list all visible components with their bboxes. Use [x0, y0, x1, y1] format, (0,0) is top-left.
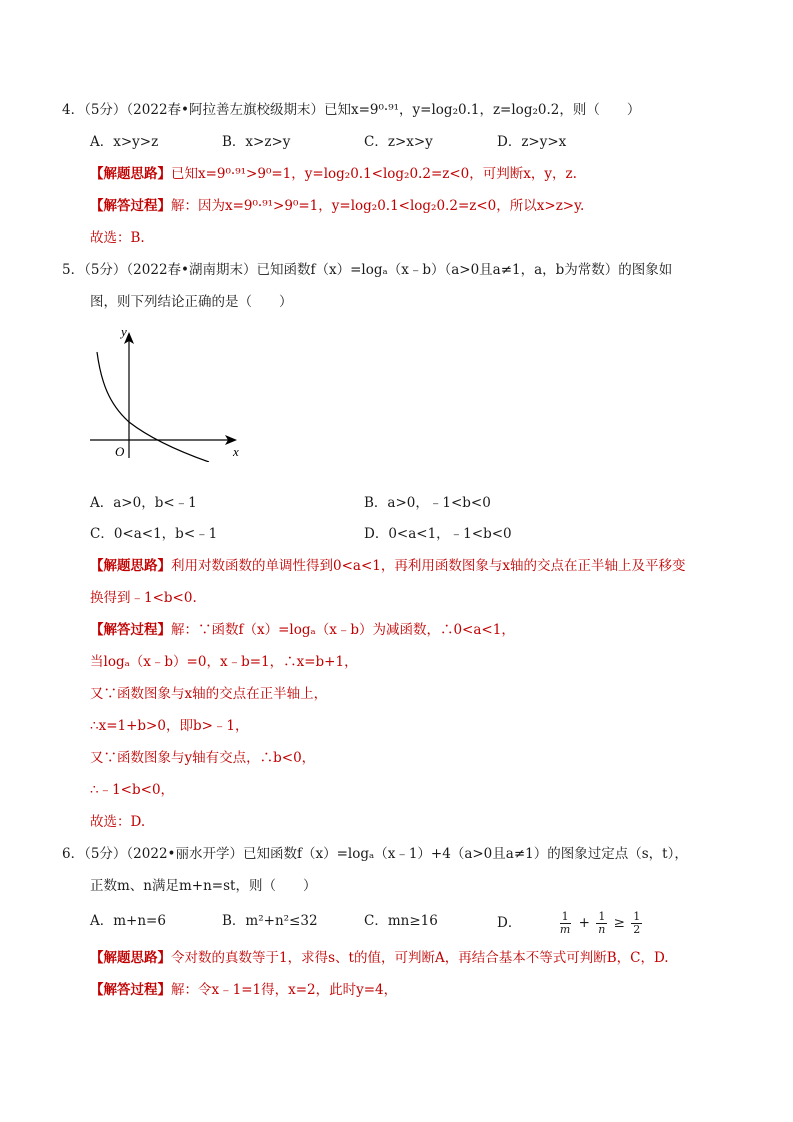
- frac2-den: n: [598, 923, 606, 936]
- q6-stem-line2: 正数m、n满足m+n=st，则（ ）: [90, 878, 317, 894]
- frac3-num: 1: [633, 910, 641, 923]
- q6-idea-text: 令对数的真数等于1，求得s、t的值，可判断A，再结合基本不等式可判断B，C，D.: [171, 950, 669, 966]
- q6-stem-line1: 6．（5分）（2022•丽水开学）已知函数f（x）=logₐ（x﹣1）+4（a>0且a≠1）的图象过定点（s，t），: [62, 846, 688, 862]
- q5-process-line4: ∴x=1+b>0，即b>﹣1，: [90, 718, 249, 734]
- q5-stem-line1: 5．（5分）（2022春•湖南期末）已知函数f（x）=logₐ（x﹣b）（a>0且a≠1，a，b为常数）的图象如: [62, 262, 673, 278]
- q4-process: [90, 196, 584, 216]
- q4-idea: [90, 164, 577, 184]
- q5-stem-line2: 图，则下列结论正确的是（ ）: [90, 294, 293, 310]
- q5-answer: 故选：D.: [90, 814, 146, 830]
- q6-process-text: 解：令x﹣1=1得，x=2，此时y=4，: [171, 982, 398, 998]
- q4-idea-tag: 【解题思路】: [90, 166, 171, 182]
- frac3-den: 2: [633, 923, 641, 936]
- q6-option-c: C．mn≥16: [364, 913, 438, 929]
- q4-stem: 4．（5分）（2022春•阿拉善左旗校级期末）已知x=9⁰·⁹¹，y=log₂0.1，z=log₂0.2，则（ ）: [62, 102, 641, 118]
- fraction-1-over-n: [596, 911, 607, 936]
- q5-option-c: C．0<a<1，b<﹣1: [90, 526, 218, 542]
- q6-idea: [90, 948, 669, 968]
- q4-option-d: D．z>y>x: [497, 134, 567, 150]
- frac1-num: 1: [561, 910, 569, 923]
- log-curve: [97, 352, 209, 462]
- q5-option-b: B．a>0，﹣1<b<0: [364, 495, 491, 511]
- y-axis-label: y: [121, 324, 127, 339]
- q5-idea-tag: 【解题思路】: [90, 558, 171, 574]
- q6-option-b: B．m²+n²≤32: [222, 913, 318, 929]
- q6-option-d: [497, 911, 644, 936]
- q5-option-d: D．0<a<1，﹣1<b<0: [364, 526, 512, 542]
- q5-process-line5: 又∵函数图象与y轴有交点，∴b<0，: [90, 750, 316, 766]
- ge-sign: ≥: [613, 915, 625, 931]
- q4-process-text: 解：因为x=9⁰·⁹¹>9⁰=1，y=log₂0.1<log₂0.2=z<0，所以x>z>y.: [171, 198, 585, 214]
- q4-answer: 故选：B.: [90, 230, 145, 246]
- q5-process-line6: ∴﹣1<b<0，: [90, 782, 175, 798]
- plus-sign: +: [578, 915, 590, 931]
- q4-option-b: B．x>z>y: [222, 134, 291, 150]
- q5-idea-line2: 换得到﹣1<b<0.: [90, 590, 197, 606]
- q6-option-a: A．m+n=6: [90, 913, 166, 929]
- fraction-1-over-2: [631, 911, 642, 936]
- q5-process-line1: [90, 620, 515, 640]
- q5-idea-text-1: 利用对数函数的单调性得到0<a<1，再利用函数图象与x轴的交点在正半轴上及平移变: [171, 558, 686, 574]
- origin-label: O: [115, 444, 125, 459]
- q6-idea-tag: 【解题思路】: [90, 950, 171, 966]
- q5-option-a: A．a>0，b<﹣1: [90, 495, 197, 511]
- q4-process-tag: 【解答过程】: [90, 198, 171, 214]
- q4-option-c: C．z>x>y: [364, 134, 433, 150]
- frac1-den: m: [559, 923, 571, 936]
- x-axis-label: x: [233, 444, 239, 459]
- q5-process-text-1: 解：∵函数f（x）=logₐ（x﹣b）为减函数，∴0<a<1，: [171, 622, 515, 638]
- q6-process-tag: 【解答过程】: [90, 982, 171, 998]
- q6-option-d-label: D．: [497, 915, 522, 931]
- q5-idea-line1: [90, 556, 685, 576]
- fraction-1-over-m: [558, 911, 572, 936]
- q4-idea-text: 已知x=9⁰·⁹¹>9⁰=1，y=log₂0.1<log₂0.2=z<0，可判断x，y，z.: [171, 166, 577, 182]
- frac2-num: 1: [598, 910, 606, 923]
- q6-process: [90, 980, 397, 1000]
- q5-process-line2: 当logₐ（x﹣b）=0，x﹣b=1，∴x=b+1，: [90, 654, 358, 670]
- q4-option-a: A．x>y>z: [90, 134, 159, 150]
- q5-process-tag: 【解答过程】: [90, 622, 171, 638]
- q5-process-line3: 又∵函数图象与x轴的交点在正半轴上，: [90, 686, 328, 702]
- q5-function-graph: [85, 322, 245, 462]
